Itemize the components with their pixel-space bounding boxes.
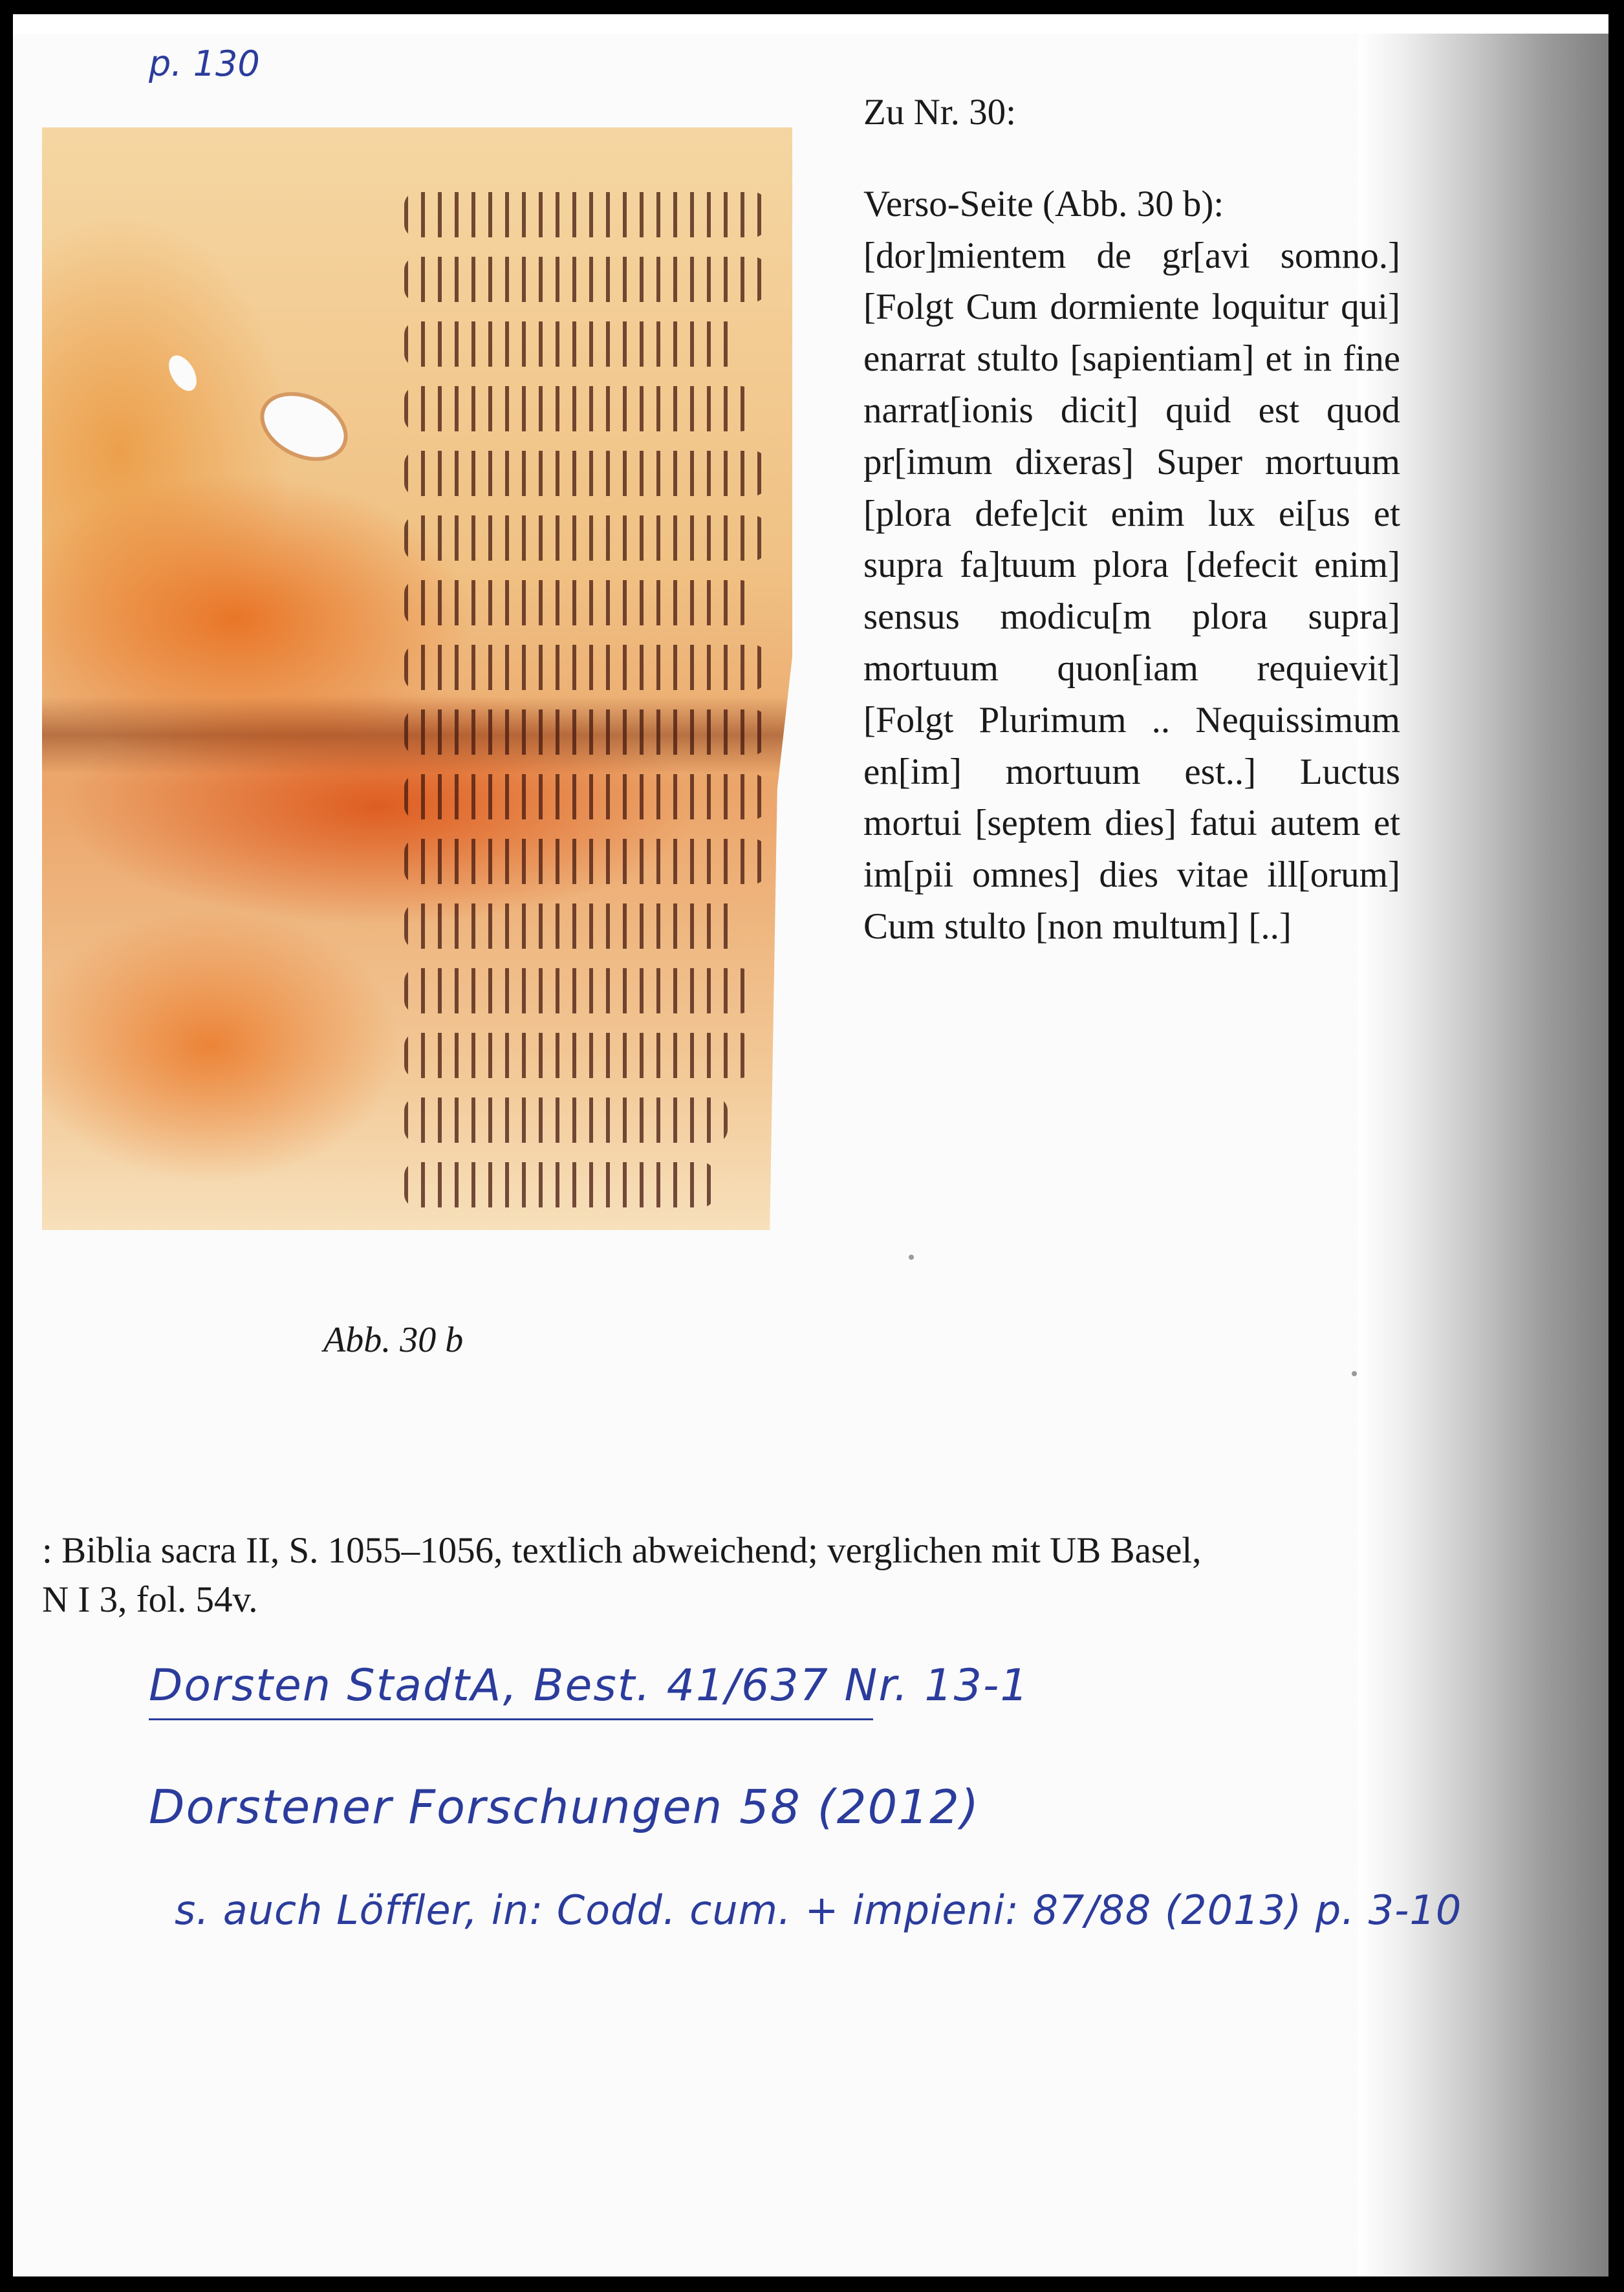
manuscript-line [404,580,753,625]
fragment-hole-small [163,351,202,395]
manuscript-line [404,839,766,884]
manuscript-line [404,1033,753,1078]
commentary-heading: Zu Nr. 30: [863,92,1016,133]
verso-label: Verso-Seite (Abb. 30 b): [863,183,1224,224]
manuscript-line [404,515,766,561]
manuscript-fragment-image [42,127,792,1230]
handwritten-literature-reference: s. auch Löffler, in: Codd. cum. + impieni: 87/88 (2013) p. 3-10 [175,1887,1462,1934]
handwritten-archive-reference: Dorsten StadtA, Best. 41/637 Nr. 13-1 [149,1660,1030,1711]
manuscript-line [404,709,766,755]
manuscript-line [404,903,741,949]
commentary-column [863,87,1400,953]
fragment-hole [254,384,354,470]
manuscript-line [404,451,766,496]
manuscript-line [404,321,741,367]
speck-mark [1352,1371,1357,1376]
manuscript-line [404,192,766,237]
manuscript-line [404,1162,715,1207]
manuscript-line [404,968,753,1013]
handwritten-underline [149,1718,873,1720]
footnote [42,1526,1413,1625]
page-top-edge [13,14,1608,34]
manuscript-line [404,645,766,690]
handwritten-series-reference: Dorstener Forschungen 58 (2012) [149,1780,980,1834]
footnote-line: : Biblia sacra II, S. 1055–1056, textlich abweichend; verglichen mit UB Basel, [42,1530,1202,1571]
scanned-page [13,14,1608,2276]
manuscript-script-lines [404,192,792,1227]
manuscript-line [404,774,766,819]
speck-mark [909,1255,914,1260]
handwritten-page-reference: p. 130 [149,43,260,84]
manuscript-line [404,386,753,431]
footnote-line: N I 3, fol. 54v. [42,1579,258,1620]
figure-caption: Abb. 30 b [323,1320,464,1360]
transcription-text: [dor]mientem de gr[avi somno.] [Folgt Cum dormiente loquitur qui] enarrat stulto [sapientiam] et in fine narrat[ionis dicit] quid est quod pr[imum dixeras] Super mortuum [plora defe]cit enim lux ei[us et supra fa]tuum plora [defecit enim] sensus modicu[m plora supra] mortuum quon[iam requievit] [Folgt Plurimum .. Nequissimum en[im] mortuum est..] Luctus mortui [septem dies] fatui autem et im[pii omnes] dies vitae ill[orum] Cum stulto [non multum] [..] [863,235,1400,947]
manuscript-line [404,1097,728,1143]
manuscript-line [404,257,766,302]
